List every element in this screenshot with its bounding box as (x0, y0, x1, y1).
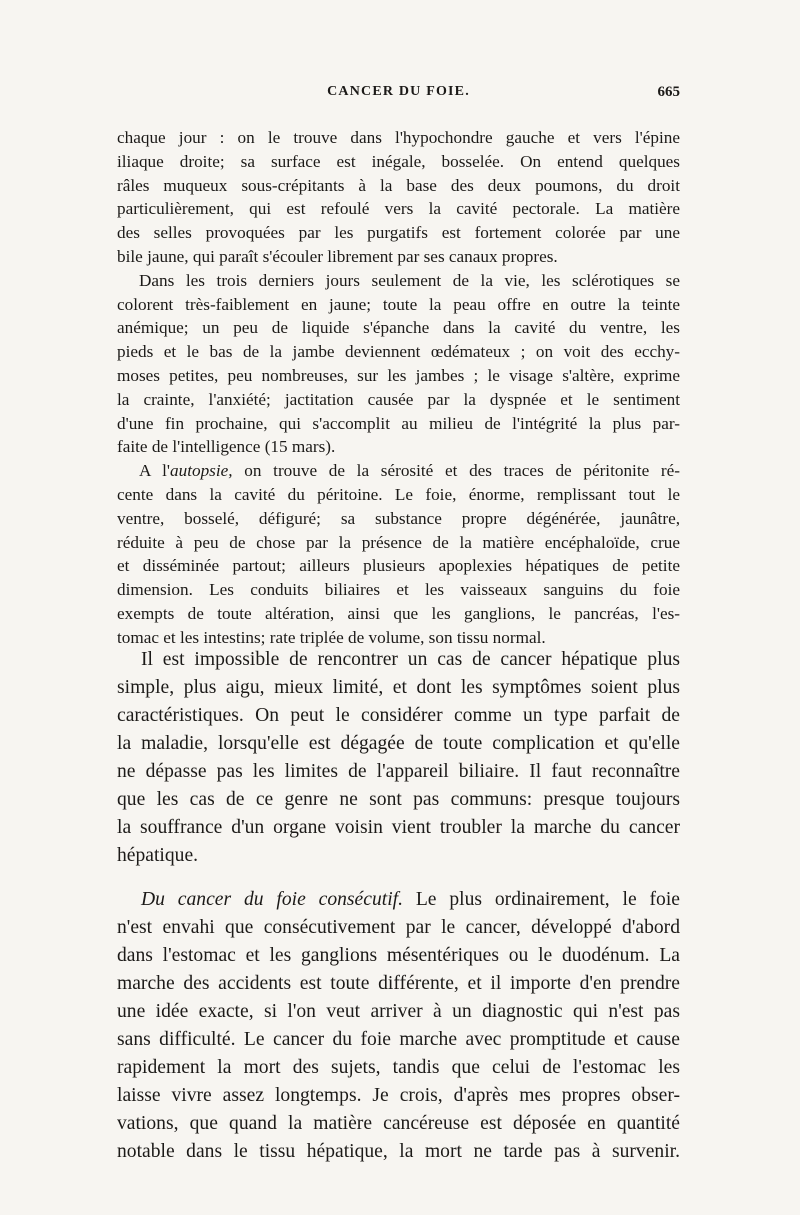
text-line: dans l'estomac et les ganglions mésentériques ou le duodénum. La (117, 945, 680, 966)
text-line: tomac et les intestins; rate triplée de volume, son tissu normal. (117, 627, 546, 647)
text-line: exempts de toute altération, ainsi que les ganglions, le pancréas, l'es- (117, 603, 680, 623)
text-line: la maladie, lorsqu'elle est dégagée de toute complication et qu'elle (117, 733, 680, 754)
text-line: la crainte, l'anxiété; jactitation causée par la dyspnée et le sentiment (117, 389, 680, 409)
text-line: une idée exacte, si l'on veut arriver à un diagnostic qui n'est pas (117, 1001, 680, 1022)
text-line: réduite à peu de chose par la présence de la matière encéphaloïde, crue (117, 532, 680, 552)
text-line: d'une fin prochaine, qui s'accomplit au milieu de l'intégrité la plus par- (117, 413, 680, 433)
text-line: vations, que quand la matière cancéreuse est déposée en quantité (117, 1113, 680, 1134)
text-line: sans difficulté. Le cancer du foie marche avec promptitude et cause (117, 1029, 680, 1050)
text-line: et disséminée partout; ailleurs plusieurs apoplexies hépatiques de petite (117, 556, 680, 576)
text-line: Dans les trois derniers jours seulement de la vie, les sclérotiques se (139, 270, 680, 290)
section-title: Du cancer du foie consécutif. (141, 889, 403, 910)
text-line: faite de l'intelligence (15 mars). (117, 437, 336, 457)
autopsy-line (117, 459, 680, 483)
text-line: râles muqueux sous-crépitants à la base des deux poumons, du droit (117, 175, 680, 195)
text-line: hépatique. (117, 845, 199, 866)
commentary-text (117, 646, 680, 1166)
text-line: la souffrance d'un organe voisin vient troubler la marche du cancer (117, 817, 680, 838)
text-line: iliaque droite; sa surface est inégale, bosselée. On entend quelques (117, 151, 680, 171)
text-line: des selles provoquées par les purgatifs est fortement colorée par une (117, 223, 680, 243)
text-line: pieds et le bas de la jambe deviennent œdémateux ; on voit des ecchy- (117, 342, 680, 362)
text-line: ventre, bosselé, défiguré; sa substance propre dégénérée, jaunâtre, (117, 508, 680, 528)
text-line: marche des accidents est toute différente, et il importe d'en prendre (117, 973, 680, 994)
text-line: laisse vivre assez longtemps. Je crois, d'après mes propres obser- (117, 1085, 680, 1106)
text-line: notable dans le tissu hépatique, la mort ne tarde pas à survenir. (117, 1141, 680, 1162)
autopsy-word: autopsie, (170, 461, 233, 481)
text-line: moses petites, peu nombreuses, sur les jambes ; le visage s'altère, exprime (117, 365, 680, 385)
page-number: 665 (657, 84, 680, 100)
case-report-text (117, 126, 680, 650)
paragraph-gap (117, 870, 680, 886)
running-title: CANCER DU FOIE. (327, 84, 470, 99)
section-start-line (117, 886, 680, 914)
text-line: que les cas de ce genre ne sont pas communs: presque toujours (117, 789, 680, 810)
text-line: caractéristiques. On peut le considérer comme un type parfait de (117, 705, 680, 726)
text-line: particulièrement, qui est refoulé vers la cavité pectorale. La matière (117, 199, 680, 219)
text-line: rapidement la mort des sujets, tandis que celui de l'estomac les (117, 1057, 680, 1078)
text-line: Il est impossible de rencontrer un cas de cancer hépatique plus (141, 649, 680, 670)
text-line: ne dépasse pas les limites de l'appareil biliaire. Il faut reconnaître (117, 761, 680, 782)
text-line: chaque jour : on le trouve dans l'hypochondre gauche et vers l'épine (117, 128, 680, 147)
autopsy-prefix: A l' (139, 461, 171, 481)
text-line: bile jaune, qui paraît s'écouler librement par ses canaux propres. (117, 246, 558, 266)
text-line: simple, plus aigu, mieux limité, et dont les symptômes soient plus (117, 677, 680, 698)
text-line: on trouve de la sérosité et des traces de péritonite ré- (244, 461, 680, 481)
text-line: anémique; un peu de liquide s'épanche dans la cavité du ventre, les (117, 318, 680, 338)
text-line: n'est envahi que consécutivement par le cancer, développé d'abord (117, 917, 680, 938)
text-line: cente dans la cavité du péritoine. Le foie, énorme, remplissant tout le (117, 484, 680, 504)
text-line: Le plus ordinairement, le foie (415, 889, 680, 910)
text-line: colorent très-faiblement en jaune; toute la peau offre en outre la teinte (117, 294, 680, 314)
text-line: dimension. Les conduits biliaires et les vaisseaux sanguins du foie (117, 580, 680, 600)
page-header (117, 84, 680, 110)
